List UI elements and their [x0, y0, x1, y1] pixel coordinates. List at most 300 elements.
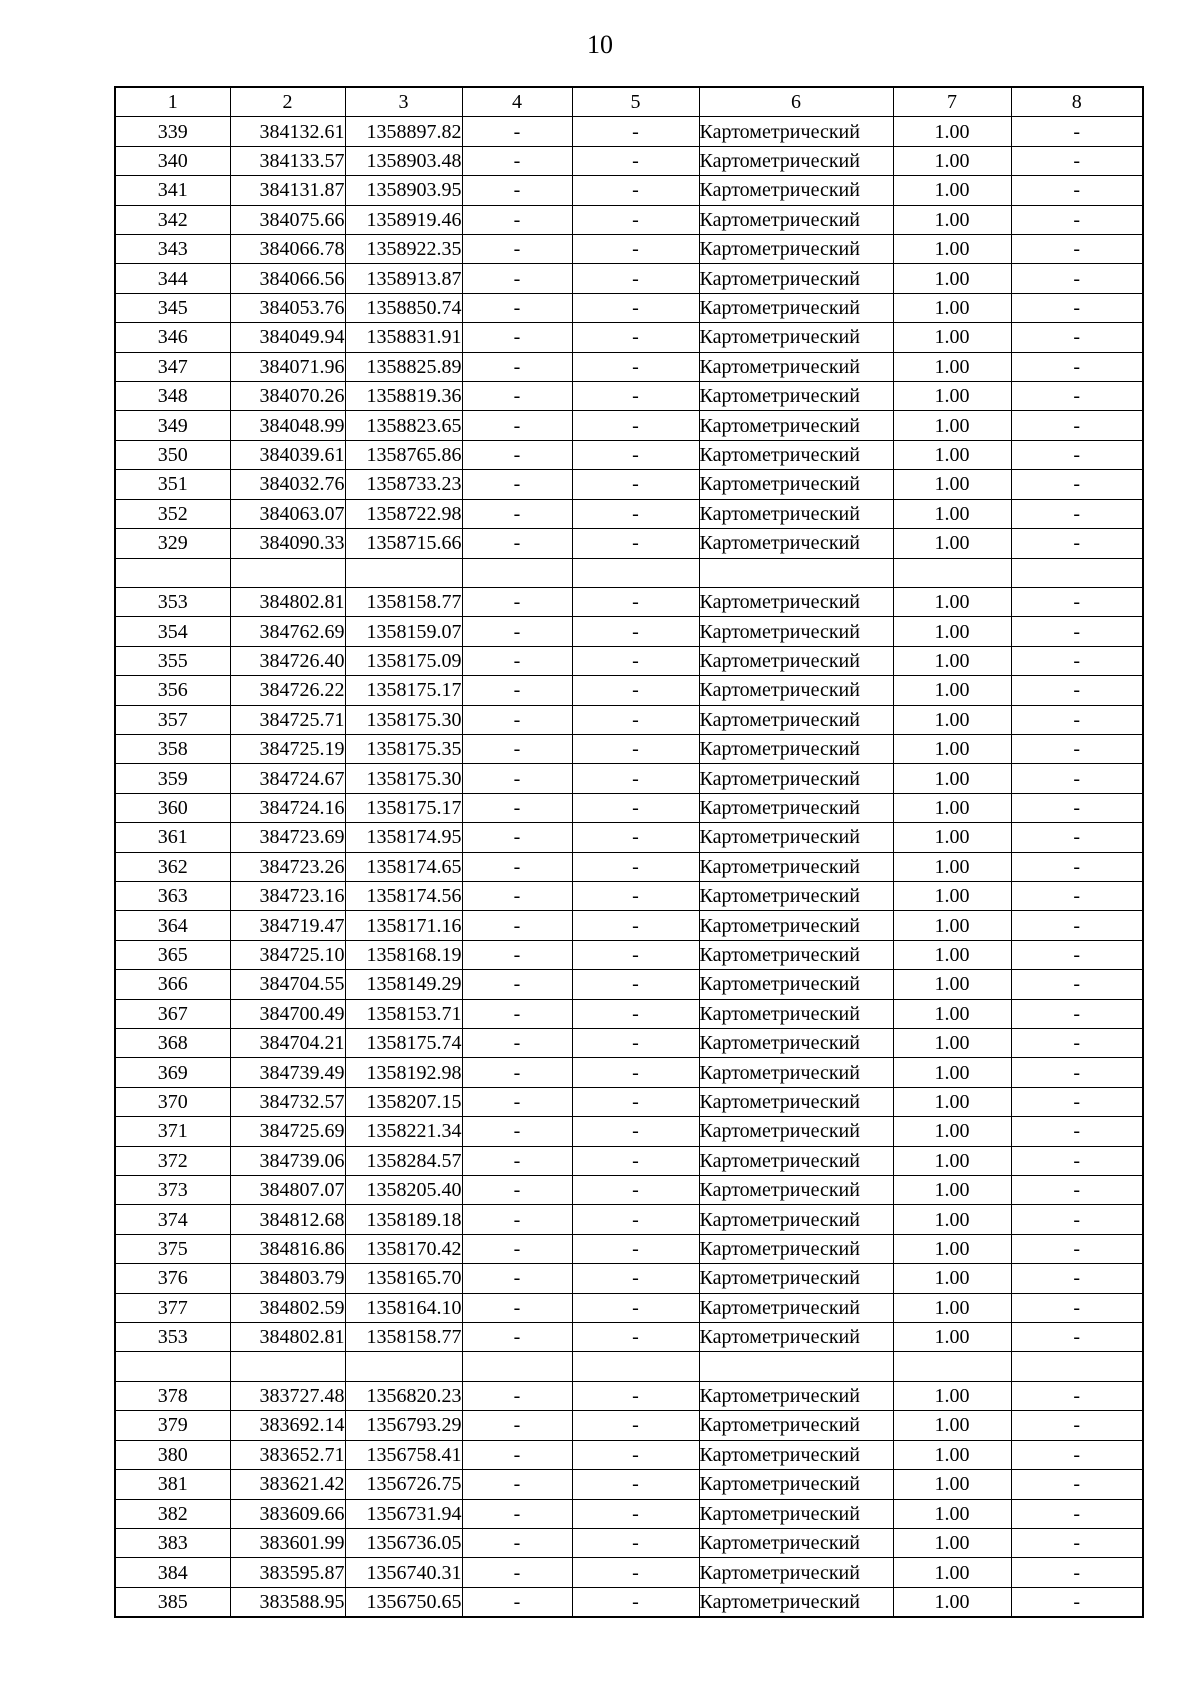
- table-cell: 1356758.41: [345, 1440, 462, 1469]
- table-cell: Картометрический: [699, 1058, 893, 1087]
- table-cell: -: [462, 911, 572, 940]
- table-cell: -: [1011, 146, 1143, 175]
- table-cell: 344: [115, 264, 230, 293]
- table-cell: 362: [115, 852, 230, 881]
- table-cell: 1358189.18: [345, 1205, 462, 1234]
- table-cell: 360: [115, 793, 230, 822]
- table-cell: -: [1011, 940, 1143, 969]
- table-row: [115, 1470, 1143, 1499]
- table-cell: -: [572, 117, 699, 146]
- table-cell: 384066.56: [230, 264, 345, 293]
- table-row: [115, 1146, 1143, 1175]
- table-cell: 1358913.87: [345, 264, 462, 293]
- table-cell: Картометрический: [699, 1440, 893, 1469]
- table-cell: 1358733.23: [345, 470, 462, 499]
- column-header-6: 6: [699, 87, 893, 117]
- table-cell: 356: [115, 676, 230, 705]
- table-cell: -: [1011, 911, 1143, 940]
- table-cell: 383692.14: [230, 1411, 345, 1440]
- table-cell: 1358850.74: [345, 293, 462, 322]
- table-cell: 357: [115, 705, 230, 734]
- table-cell: -: [572, 1117, 699, 1146]
- table-cell: 384723.69: [230, 823, 345, 852]
- table-cell: 361: [115, 823, 230, 852]
- table-cell: 384049.94: [230, 323, 345, 352]
- table-cell: -: [572, 529, 699, 558]
- table-cell: Картометрический: [699, 176, 893, 205]
- table-cell: 1.00: [893, 1411, 1011, 1440]
- table-cell: -: [462, 1528, 572, 1557]
- table-cell: -: [462, 676, 572, 705]
- table-cell: 384066.78: [230, 235, 345, 264]
- table-cell: Картометрический: [699, 881, 893, 910]
- table-row: [115, 499, 1143, 528]
- table-cell: -: [462, 117, 572, 146]
- table-cell: 1.00: [893, 1029, 1011, 1058]
- table-cell: [893, 558, 1011, 587]
- table-row: [115, 1058, 1143, 1087]
- table-cell: Картометрический: [699, 911, 893, 940]
- table-cell: -: [462, 1411, 572, 1440]
- table-cell: 1358175.09: [345, 646, 462, 675]
- table-cell: 339: [115, 117, 230, 146]
- table-cell: -: [462, 617, 572, 646]
- table-cell: 383588.95: [230, 1587, 345, 1617]
- table-row: [115, 999, 1143, 1028]
- table-cell: -: [462, 1146, 572, 1175]
- table-cell: [462, 558, 572, 587]
- table-cell: -: [1011, 1440, 1143, 1469]
- table-cell: -: [462, 764, 572, 793]
- table-cell: Картометрический: [699, 411, 893, 440]
- table-row: [115, 1234, 1143, 1263]
- table-cell: 383: [115, 1528, 230, 1557]
- table-row: [115, 911, 1143, 940]
- table-cell: Картометрический: [699, 1499, 893, 1528]
- table-cell: [1011, 558, 1143, 587]
- table-cell: 1358174.65: [345, 852, 462, 881]
- table-cell: Картометрический: [699, 1087, 893, 1116]
- table-cell: -: [572, 911, 699, 940]
- table-cell: 1.00: [893, 1234, 1011, 1263]
- table-cell: 1.00: [893, 529, 1011, 558]
- table-cell: -: [1011, 470, 1143, 499]
- table-cell: 384802.59: [230, 1293, 345, 1322]
- table-cell: Картометрический: [699, 823, 893, 852]
- table-cell: 384063.07: [230, 499, 345, 528]
- table-cell: 384724.67: [230, 764, 345, 793]
- table-cell: -: [1011, 823, 1143, 852]
- table-cell: 1.00: [893, 411, 1011, 440]
- table-cell: [572, 558, 699, 587]
- table-cell: 1358165.70: [345, 1264, 462, 1293]
- table-cell: -: [462, 793, 572, 822]
- table-cell: -: [572, 235, 699, 264]
- table-cell: -: [1011, 323, 1143, 352]
- table-cell: 1358897.82: [345, 117, 462, 146]
- table-cell: [699, 558, 893, 587]
- table-cell: -: [462, 470, 572, 499]
- table-cell: 1.00: [893, 293, 1011, 322]
- table-cell: 384724.16: [230, 793, 345, 822]
- table-cell: 383727.48: [230, 1381, 345, 1410]
- table-cell: Картометрический: [699, 235, 893, 264]
- table-cell: 1358164.10: [345, 1293, 462, 1322]
- table-cell: -: [572, 1587, 699, 1617]
- table-cell: -: [572, 705, 699, 734]
- table-cell: 1.00: [893, 1323, 1011, 1352]
- table-cell: -: [572, 1058, 699, 1087]
- table-cell: -: [1011, 764, 1143, 793]
- table-cell: 1358221.34: [345, 1117, 462, 1146]
- table-cell: [115, 558, 230, 587]
- table-cell: -: [572, 1146, 699, 1175]
- table-cell: -: [572, 676, 699, 705]
- table-cell: 371: [115, 1117, 230, 1146]
- table-cell: 1.00: [893, 587, 1011, 616]
- table-cell: 359: [115, 764, 230, 793]
- table-cell: -: [462, 970, 572, 999]
- table-cell: 384726.22: [230, 676, 345, 705]
- table-cell: 367: [115, 999, 230, 1028]
- table-cell: -: [462, 823, 572, 852]
- table-cell: -: [572, 382, 699, 411]
- table-cell: 1358903.48: [345, 146, 462, 175]
- table-cell: 384732.57: [230, 1087, 345, 1116]
- table-row: [115, 176, 1143, 205]
- table-cell: 384739.06: [230, 1146, 345, 1175]
- table-cell: 366: [115, 970, 230, 999]
- table-cell: Картометрический: [699, 1558, 893, 1587]
- table-cell: 379: [115, 1411, 230, 1440]
- table-cell: Картометрический: [699, 734, 893, 763]
- table-cell: -: [462, 1587, 572, 1617]
- table-cell: 384816.86: [230, 1234, 345, 1263]
- table-row: [115, 1087, 1143, 1116]
- table-cell: -: [1011, 1323, 1143, 1352]
- table-cell: 1358825.89: [345, 352, 462, 381]
- table-cell: Картометрический: [699, 1528, 893, 1557]
- table-row: [115, 264, 1143, 293]
- table-cell: 1358159.07: [345, 617, 462, 646]
- table-cell: 349: [115, 411, 230, 440]
- table-cell: 358: [115, 734, 230, 763]
- table-cell: [893, 1352, 1011, 1381]
- table-cell: 1.00: [893, 852, 1011, 881]
- table-row: [115, 646, 1143, 675]
- table-cell: -: [462, 440, 572, 469]
- table-cell: 383601.99: [230, 1528, 345, 1557]
- table-cell: -: [1011, 176, 1143, 205]
- table-cell: -: [572, 999, 699, 1028]
- table-cell: 346: [115, 323, 230, 352]
- table-cell: -: [572, 1440, 699, 1469]
- table-cell: -: [1011, 1470, 1143, 1499]
- table-cell: -: [1011, 1146, 1143, 1175]
- table-cell: -: [462, 293, 572, 322]
- table-cell: 1358175.74: [345, 1029, 462, 1058]
- table-cell: 384803.79: [230, 1264, 345, 1293]
- table-cell: 1.00: [893, 235, 1011, 264]
- table-cell: Картометрический: [699, 382, 893, 411]
- table-cell: 1.00: [893, 440, 1011, 469]
- table-cell: 384802.81: [230, 1323, 345, 1352]
- table-cell: Картометрический: [699, 1264, 893, 1293]
- table-cell: 1358174.95: [345, 823, 462, 852]
- table-cell: 380: [115, 1440, 230, 1469]
- table-cell: 1.00: [893, 1587, 1011, 1617]
- table-cell: Картометрический: [699, 617, 893, 646]
- table-cell: Картометрический: [699, 1117, 893, 1146]
- table-cell: -: [572, 1411, 699, 1440]
- table-cell: -: [462, 1058, 572, 1087]
- table-cell: Картометрический: [699, 146, 893, 175]
- table-cell: -: [462, 587, 572, 616]
- table-cell: -: [1011, 587, 1143, 616]
- table-row: [115, 323, 1143, 352]
- table-cell: 1358175.30: [345, 705, 462, 734]
- table-cell: -: [462, 881, 572, 910]
- table-cell: 1358207.15: [345, 1087, 462, 1116]
- table-cell: 1358175.35: [345, 734, 462, 763]
- table-cell: 381: [115, 1470, 230, 1499]
- table-cell: -: [462, 1205, 572, 1234]
- table-cell: Картометрический: [699, 440, 893, 469]
- table-separator-row: [115, 1352, 1143, 1381]
- table-row: [115, 587, 1143, 616]
- table-row: [115, 382, 1143, 411]
- table-cell: 354: [115, 617, 230, 646]
- table-cell: 1358158.77: [345, 587, 462, 616]
- table-cell: 383652.71: [230, 1440, 345, 1469]
- table-cell: -: [462, 1117, 572, 1146]
- table-cell: -: [1011, 793, 1143, 822]
- table-cell: -: [462, 646, 572, 675]
- table-cell: Картометрический: [699, 646, 893, 675]
- table-cell: -: [462, 176, 572, 205]
- table-cell: 1358174.56: [345, 881, 462, 910]
- table-row: [115, 146, 1143, 175]
- table-row: [115, 1499, 1143, 1528]
- table-cell: -: [572, 1176, 699, 1205]
- table-cell: -: [462, 1440, 572, 1469]
- table-cell: 384704.55: [230, 970, 345, 999]
- table-cell: [115, 1352, 230, 1381]
- table-row: [115, 1029, 1143, 1058]
- table-cell: -: [1011, 999, 1143, 1028]
- table-cell: 1356750.65: [345, 1587, 462, 1617]
- table-cell: [230, 558, 345, 587]
- table-cell: 1.00: [893, 1528, 1011, 1557]
- table-cell: 384070.26: [230, 382, 345, 411]
- table-cell: 343: [115, 235, 230, 264]
- table-cell: 382: [115, 1499, 230, 1528]
- table-cell: 370: [115, 1087, 230, 1116]
- table-cell: -: [572, 587, 699, 616]
- table-row: [115, 1176, 1143, 1205]
- table-cell: -: [1011, 382, 1143, 411]
- table-cell: 383609.66: [230, 1499, 345, 1528]
- table-cell: -: [462, 264, 572, 293]
- table-cell: 1358715.66: [345, 529, 462, 558]
- table-cell: Картометрический: [699, 764, 893, 793]
- page-number: 10: [587, 30, 613, 59]
- table-cell: 1358175.30: [345, 764, 462, 793]
- table-cell: 1358765.86: [345, 440, 462, 469]
- table-cell: Картометрический: [699, 852, 893, 881]
- table-cell: -: [572, 1293, 699, 1322]
- table-cell: 1358831.91: [345, 323, 462, 352]
- table-cell: 384: [115, 1558, 230, 1587]
- table-cell: 1358175.17: [345, 676, 462, 705]
- table-cell: -: [1011, 1264, 1143, 1293]
- table-cell: 351: [115, 470, 230, 499]
- table-cell: -: [462, 999, 572, 1028]
- table-cell: -: [1011, 411, 1143, 440]
- table-cell: 329: [115, 529, 230, 558]
- table-cell: 384807.07: [230, 1176, 345, 1205]
- table-row: [115, 117, 1143, 146]
- table-cell: -: [572, 1528, 699, 1557]
- table-cell: -: [462, 734, 572, 763]
- table-cell: -: [1011, 734, 1143, 763]
- table-cell: [462, 1352, 572, 1381]
- table-cell: 1358903.95: [345, 176, 462, 205]
- table-cell: 1358192.98: [345, 1058, 462, 1087]
- table-cell: 1356740.31: [345, 1558, 462, 1587]
- table-row: [115, 970, 1143, 999]
- table-header-row: [115, 87, 1143, 117]
- table-cell: Картометрический: [699, 1205, 893, 1234]
- table-row: [115, 1528, 1143, 1557]
- table-cell: 1.00: [893, 705, 1011, 734]
- table-cell: -: [572, 970, 699, 999]
- table-cell: -: [1011, 293, 1143, 322]
- table-cell: Картометрический: [699, 352, 893, 381]
- table-cell: 384762.69: [230, 617, 345, 646]
- table-cell: 383595.87: [230, 1558, 345, 1587]
- table-cell: 1358205.40: [345, 1176, 462, 1205]
- table-cell: -: [572, 881, 699, 910]
- table-cell: 1.00: [893, 911, 1011, 940]
- table-cell: 1358168.19: [345, 940, 462, 969]
- table-row: [115, 823, 1143, 852]
- table-cell: -: [1011, 1558, 1143, 1587]
- table-cell: 384725.69: [230, 1117, 345, 1146]
- table-cell: -: [572, 823, 699, 852]
- table-cell: 347: [115, 352, 230, 381]
- table-cell: 1.00: [893, 117, 1011, 146]
- table-cell: -: [462, 1558, 572, 1587]
- table-cell: -: [462, 1029, 572, 1058]
- table-cell: Картометрический: [699, 676, 893, 705]
- table-cell: -: [572, 264, 699, 293]
- table-row: [115, 529, 1143, 558]
- table-cell: -: [1011, 1058, 1143, 1087]
- table-cell: -: [462, 1470, 572, 1499]
- table-cell: -: [462, 411, 572, 440]
- table-cell: 384802.81: [230, 587, 345, 616]
- table-cell: 384090.33: [230, 529, 345, 558]
- table-row: [115, 411, 1143, 440]
- table-row: [115, 676, 1143, 705]
- table-row: [115, 1411, 1143, 1440]
- table-row: [115, 940, 1143, 969]
- table-cell: -: [462, 1293, 572, 1322]
- table-cell: Картометрический: [699, 1234, 893, 1263]
- table-row: [115, 1117, 1143, 1146]
- table-cell: 1.00: [893, 470, 1011, 499]
- table-cell: 1.00: [893, 734, 1011, 763]
- table-cell: -: [1011, 352, 1143, 381]
- table-cell: 1358819.36: [345, 382, 462, 411]
- table-cell: -: [572, 411, 699, 440]
- table-row: [115, 1293, 1143, 1322]
- table-cell: 1358823.65: [345, 411, 462, 440]
- column-header-3: 3: [345, 87, 462, 117]
- table-cell: -: [462, 146, 572, 175]
- table-cell: 384704.21: [230, 1029, 345, 1058]
- table-cell: 1358170.42: [345, 1234, 462, 1263]
- table-cell: 340: [115, 146, 230, 175]
- table-cell: Картометрический: [699, 587, 893, 616]
- table-cell: 1358922.35: [345, 235, 462, 264]
- table-cell: Картометрический: [699, 793, 893, 822]
- table-cell: 384039.61: [230, 440, 345, 469]
- table-cell: -: [1011, 1587, 1143, 1617]
- table-cell: Картометрический: [699, 1293, 893, 1322]
- table-cell: 1358158.77: [345, 1323, 462, 1352]
- column-header-2: 2: [230, 87, 345, 117]
- table-cell: 348: [115, 382, 230, 411]
- table-cell: -: [1011, 1029, 1143, 1058]
- table-cell: -: [1011, 1528, 1143, 1557]
- table-cell: -: [572, 1323, 699, 1352]
- table-cell: 376: [115, 1264, 230, 1293]
- table-cell: 1.00: [893, 1558, 1011, 1587]
- table-cell: 384071.96: [230, 352, 345, 381]
- table-cell: -: [462, 1087, 572, 1116]
- table-cell: 1.00: [893, 205, 1011, 234]
- table-cell: -: [1011, 1381, 1143, 1410]
- table-cell: -: [1011, 617, 1143, 646]
- table-row: [115, 1381, 1143, 1410]
- table-cell: 373: [115, 1176, 230, 1205]
- table-cell: 342: [115, 205, 230, 234]
- table-cell: 1358722.98: [345, 499, 462, 528]
- table-cell: 350: [115, 440, 230, 469]
- table-cell: -: [462, 352, 572, 381]
- table-cell: 384133.57: [230, 146, 345, 175]
- table-cell: [699, 1352, 893, 1381]
- table-cell: 372: [115, 1146, 230, 1175]
- table-cell: -: [572, 940, 699, 969]
- table-cell: 384725.10: [230, 940, 345, 969]
- table-cell: 1.00: [893, 264, 1011, 293]
- table-cell: -: [462, 852, 572, 881]
- table-cell: 384700.49: [230, 999, 345, 1028]
- table-cell: -: [462, 205, 572, 234]
- table-cell: 1.00: [893, 1293, 1011, 1322]
- table-cell: 1.00: [893, 1499, 1011, 1528]
- table-cell: Картометрический: [699, 1470, 893, 1499]
- table-cell: 375: [115, 1234, 230, 1263]
- table-cell: -: [462, 1176, 572, 1205]
- table-cell: -: [1011, 1293, 1143, 1322]
- table-cell: 374: [115, 1205, 230, 1234]
- table-cell: 355: [115, 646, 230, 675]
- column-header-8: 8: [1011, 87, 1143, 117]
